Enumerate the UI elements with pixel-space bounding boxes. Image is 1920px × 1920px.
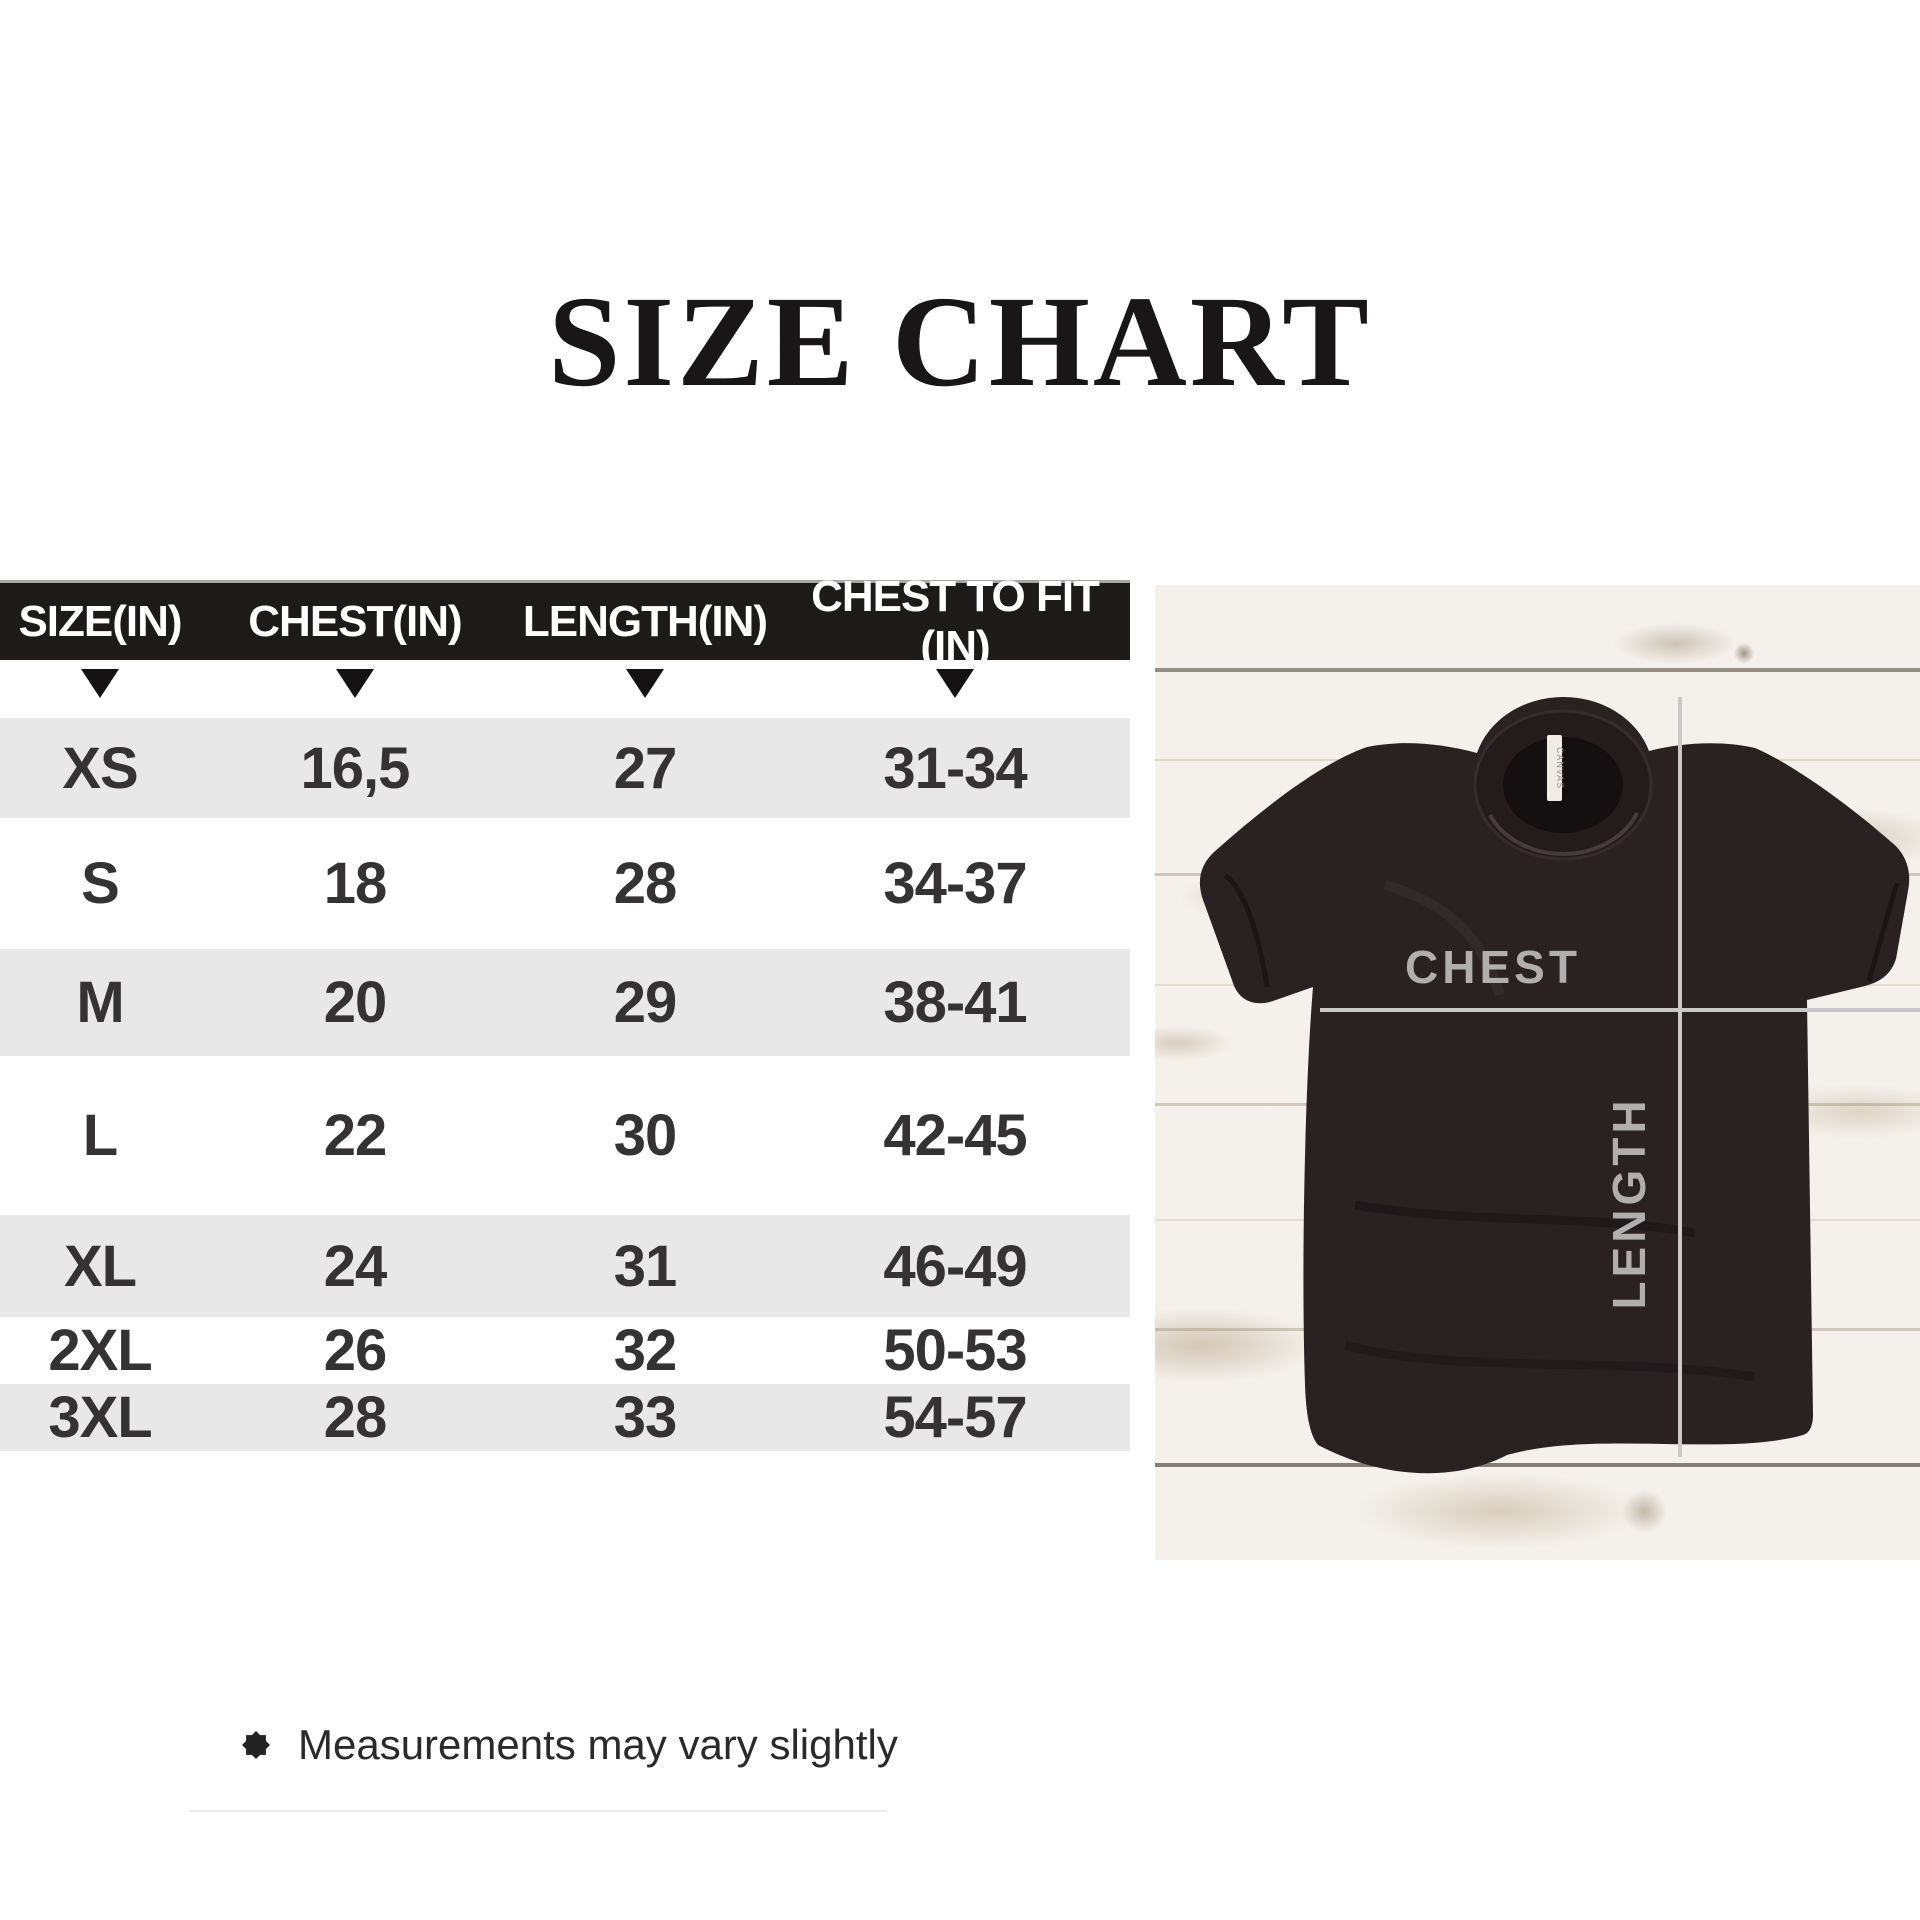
length-label: LENGTH: [1603, 1096, 1655, 1310]
fit-cell: 42-45: [883, 1103, 1027, 1168]
fit-cell: 54-57: [883, 1385, 1027, 1450]
size-cell: 2XL: [48, 1318, 152, 1383]
length-cell: 33: [613, 1385, 677, 1450]
neck-tag-text: CANVAS: [1555, 746, 1565, 790]
size-cell: S: [81, 851, 119, 916]
table-row-3xl: [0, 1384, 1130, 1451]
length-cell: 31: [613, 1233, 677, 1299]
table-row-xs: [0, 718, 1130, 818]
chest-label: CHEST: [1405, 941, 1581, 993]
table-row-xl: [0, 1215, 1130, 1317]
chest-cell: 22: [323, 1103, 387, 1168]
size-cell: L: [82, 1103, 118, 1168]
note-text: Measurements may vary slightly: [298, 1721, 898, 1768]
length-cell: 28: [613, 851, 677, 916]
table-row-2xl: [0, 1317, 1130, 1384]
down-triangle-icon: [626, 669, 664, 698]
asterisk-star-icon: [238, 1727, 274, 1763]
chest-cell: 18: [323, 851, 387, 916]
chest-cell: 28: [323, 1385, 387, 1450]
page-title: SIZE CHART: [548, 270, 1372, 414]
length-cell: 27: [613, 735, 677, 801]
down-triangle-icon: [336, 669, 374, 698]
tshirt-photo: [1155, 585, 1920, 1560]
length-cell: 30: [613, 1103, 677, 1168]
fit-cell: 38-41: [883, 970, 1027, 1035]
down-triangle-icon: [81, 669, 119, 698]
table-row-l: [0, 1056, 1130, 1215]
chest-cell: 24: [323, 1233, 387, 1299]
chest-cell: 16,5: [300, 735, 410, 801]
down-triangle-icon: [936, 669, 974, 698]
size-cell: XS: [62, 735, 138, 801]
tshirt-measurement-illustration: [1155, 585, 1920, 1560]
length-cell: 32: [613, 1318, 677, 1383]
size-cell: 3XL: [48, 1385, 152, 1450]
column-pointer-row: [0, 660, 1130, 718]
size-cell: XL: [63, 1233, 137, 1299]
size-table-header: [0, 571, 1130, 671]
fit-cell: 31-34: [883, 735, 1027, 801]
size-cell: M: [76, 970, 124, 1035]
length-cell: 29: [613, 970, 677, 1035]
fit-cell: 46-49: [883, 1233, 1027, 1299]
size-table: [0, 571, 1130, 1451]
column-header-chest: CHEST(IN): [248, 596, 462, 646]
table-row-m: [0, 949, 1130, 1056]
column-header-length: LENGTH(IN): [522, 596, 768, 646]
fit-cell: 50-53: [883, 1318, 1027, 1383]
divider-line: [190, 1810, 887, 1812]
chest-cell: 20: [323, 970, 387, 1035]
column-header-size: SIZE(IN): [18, 596, 182, 646]
measurement-note: [238, 1700, 898, 1790]
chest-cell: 26: [323, 1318, 387, 1383]
table-row-s: [0, 818, 1130, 949]
fit-cell: 34-37: [883, 851, 1027, 916]
column-header-fit: CHEST TO FIT (IN): [811, 571, 1099, 671]
